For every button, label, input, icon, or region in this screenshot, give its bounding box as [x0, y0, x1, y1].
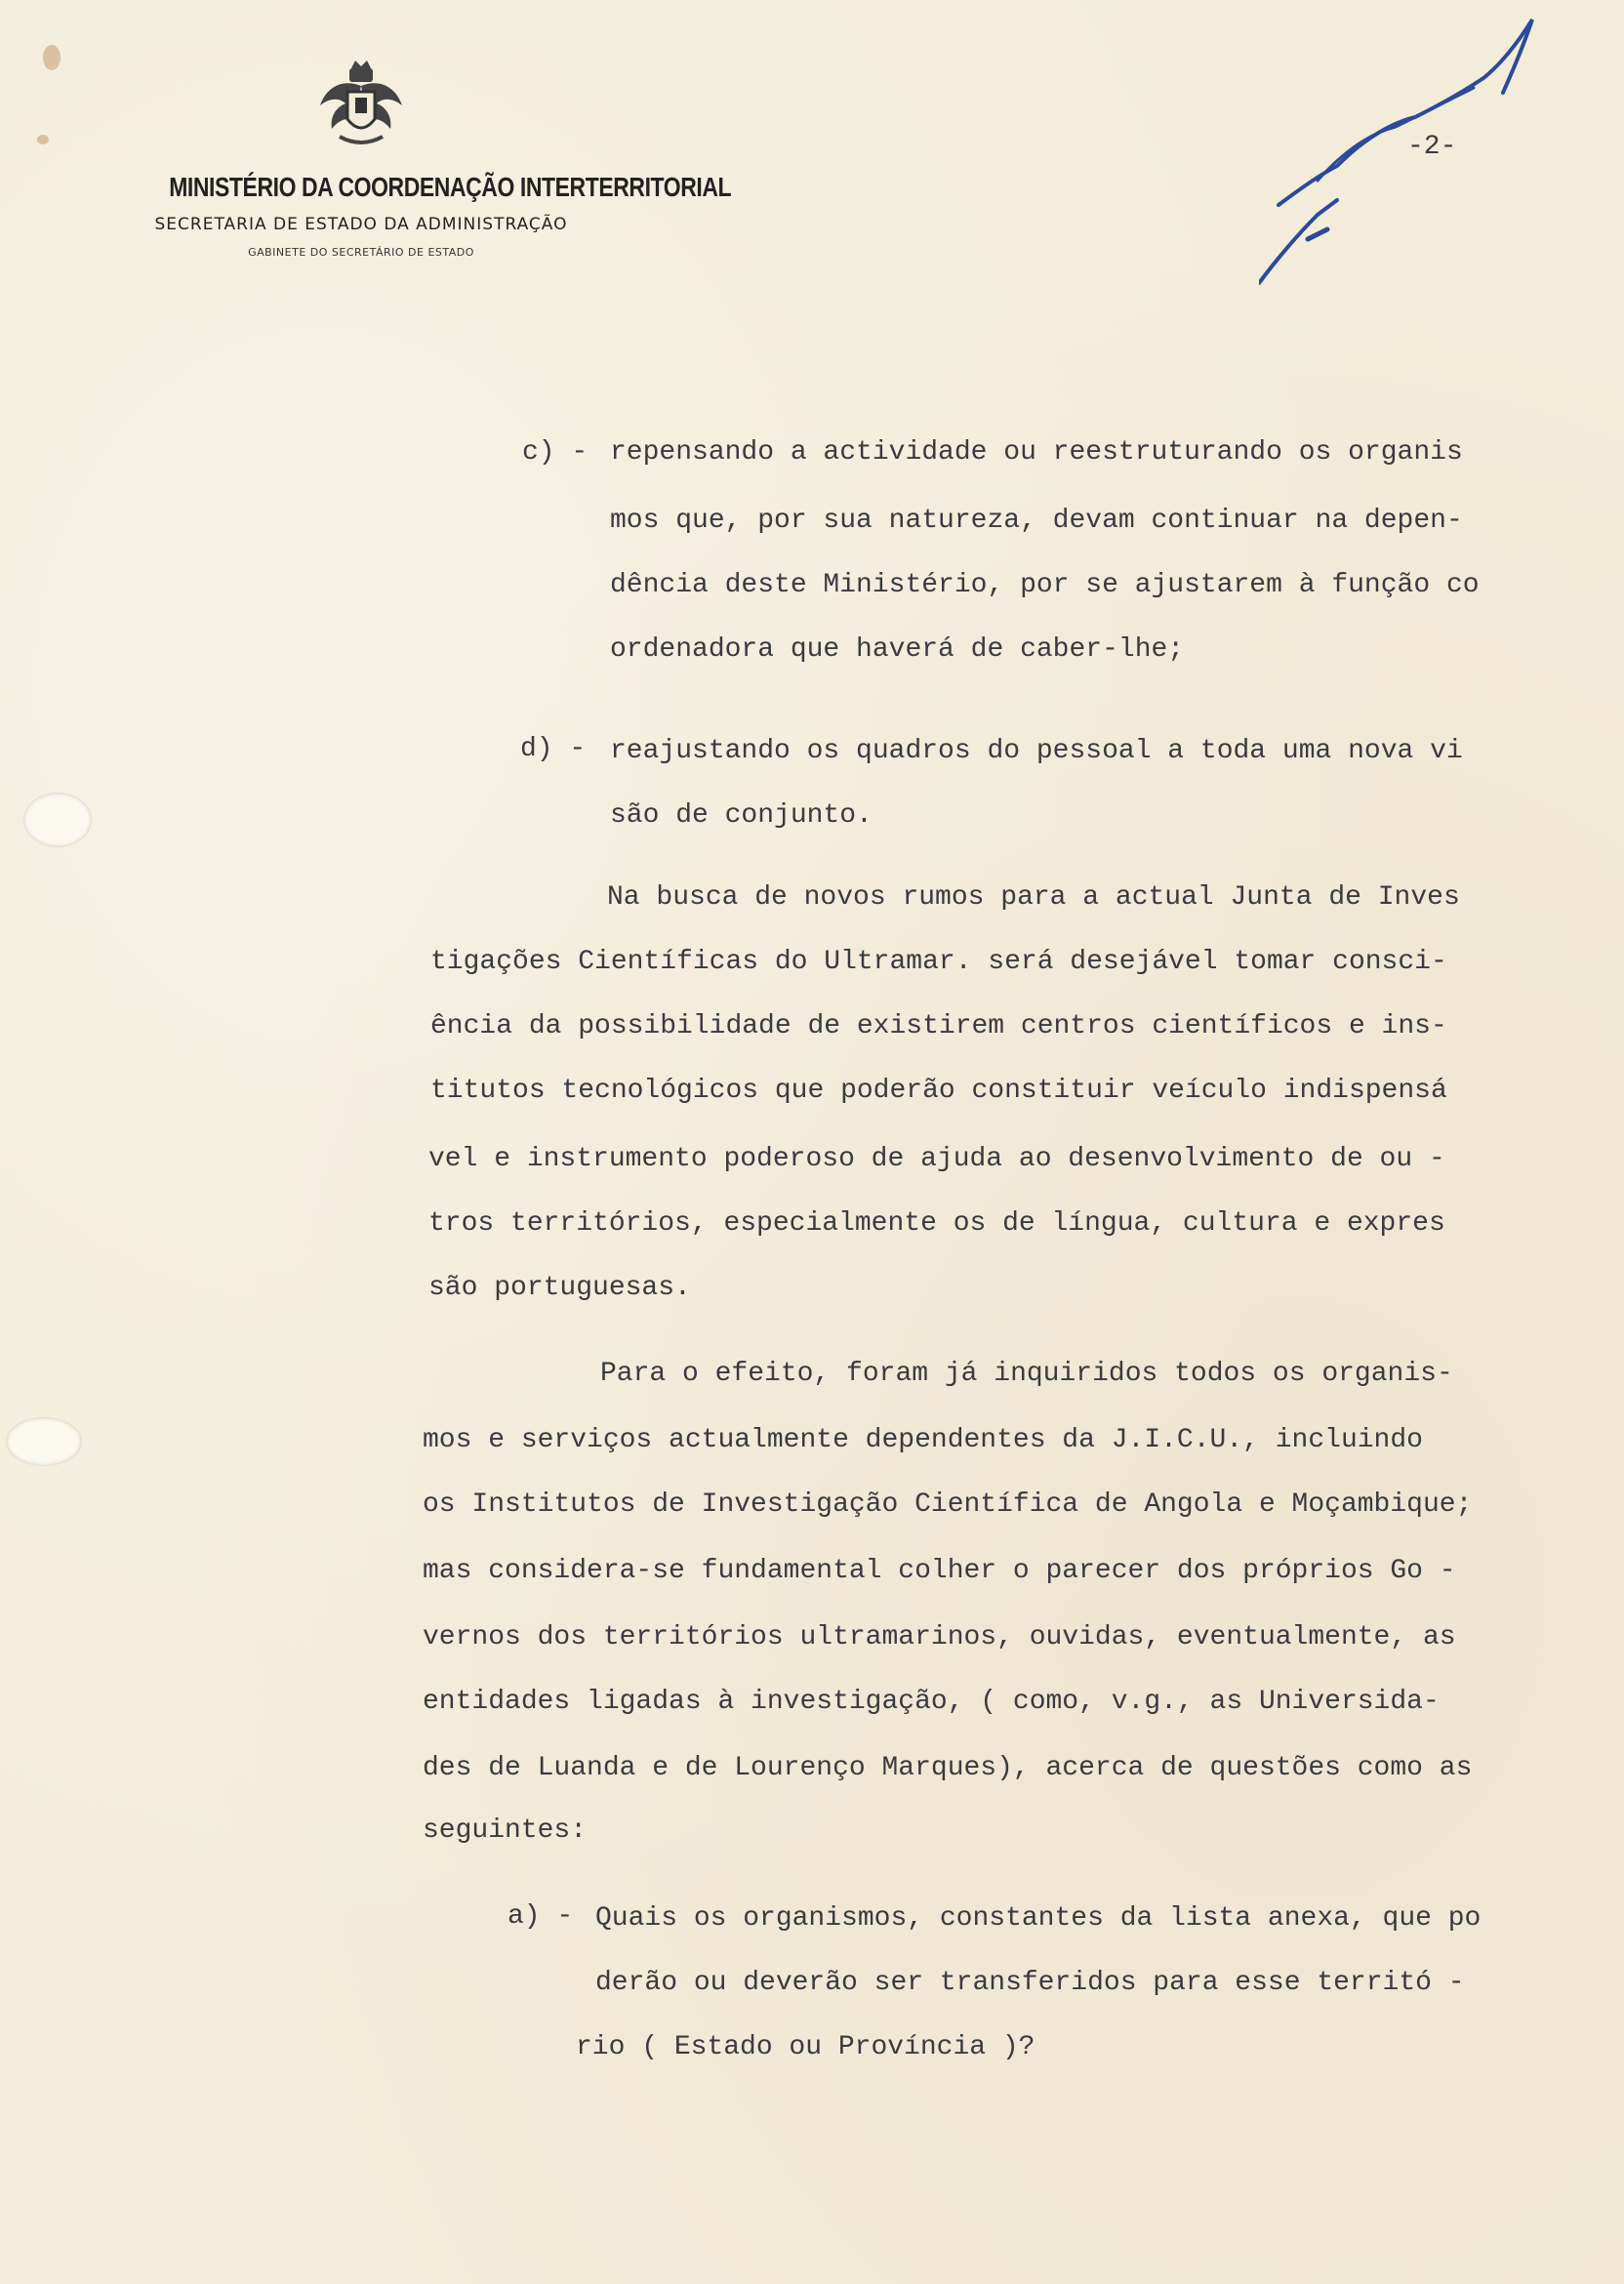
- text-line: titutos tecnológicos que poderão constituir veículo indispensá: [430, 1076, 1447, 1106]
- ministry-title: MINISTÉRIO DA COORDENAÇÃO INTERTERRITORIAL: [169, 172, 732, 202]
- text-line: mos que, por sua natureza, devam continuar na depen-: [610, 506, 1463, 536]
- rust-stain: [37, 135, 49, 144]
- text-line: tros territórios, especialmente os de língua, cultura e expres: [428, 1208, 1445, 1239]
- text-line: são de conjunto.: [610, 800, 873, 831]
- text-line: Quais os organismos, constantes da lista anexa, que po: [595, 1903, 1482, 1934]
- handwritten-signature: [1259, 10, 1552, 303]
- item-label: d) -: [520, 734, 587, 764]
- page-number: -2-: [1407, 132, 1457, 162]
- text-line: vel e instrumento poderoso de ajuda ao desenvolvimento de ou -: [428, 1144, 1445, 1174]
- item-label: c) -: [522, 437, 589, 468]
- item-label: a) -: [508, 1901, 574, 1932]
- text-line: os Institutos de Investigação Científica de Angola e Moçambique;: [423, 1489, 1473, 1520]
- letterhead: [127, 59, 732, 259]
- text-line: vernos dos territórios ultramarinos, ouvidas, eventualmente, as: [423, 1622, 1456, 1652]
- coat-of-arms-icon: [312, 59, 410, 156]
- text-line: são portuguesas.: [428, 1273, 691, 1303]
- text-line: tigações Científicas do Ultramar. será desejável tomar consci-: [430, 947, 1447, 977]
- text-line: entidades ligadas à investigação, ( como, v.g., as Universida-: [423, 1687, 1440, 1717]
- text-line: Para o efeito, foram já inquiridos todos os organis-: [600, 1359, 1453, 1389]
- text-line: seguintes:: [423, 1815, 588, 1846]
- text-line: Na busca de novos rumos para a actual Junta de Inves: [607, 882, 1460, 913]
- punch-hole-upper: [23, 793, 92, 847]
- text-line: derão ou deverão ser transferidos para esse territó -: [595, 1968, 1465, 1998]
- text-line: mos e serviços actualmente dependentes da J.I.C.U., incluindo: [423, 1425, 1423, 1455]
- punch-hole-lower: [6, 1417, 82, 1466]
- text-line: ordenadora que haverá de caber-lhe;: [610, 634, 1185, 665]
- cabinet-title: GABINETE DO SECRETÁRIO DE ESTADO: [248, 246, 474, 259]
- text-line: des de Luanda e de Lourenço Marques), acerca de questões como as: [423, 1753, 1473, 1783]
- text-line: rio ( Estado ou Província )?: [576, 2032, 1035, 2062]
- text-line: repensando a actividade ou reestruturando os organis: [610, 437, 1463, 468]
- text-line: dência deste Ministério, por se ajustarem à função co: [610, 570, 1480, 600]
- text-line: reajustando os quadros do pessoal a toda uma nova vi: [610, 736, 1463, 766]
- text-line: mas considera-se fundamental colher o parecer dos próprios Go -: [423, 1556, 1456, 1586]
- rust-stain: [43, 45, 61, 70]
- text-line: ência da possibilidade de existirem centros científicos e ins-: [430, 1011, 1447, 1041]
- secretariat-title: SECRETARIA DE ESTADO DA ADMINISTRAÇÃO: [154, 215, 568, 234]
